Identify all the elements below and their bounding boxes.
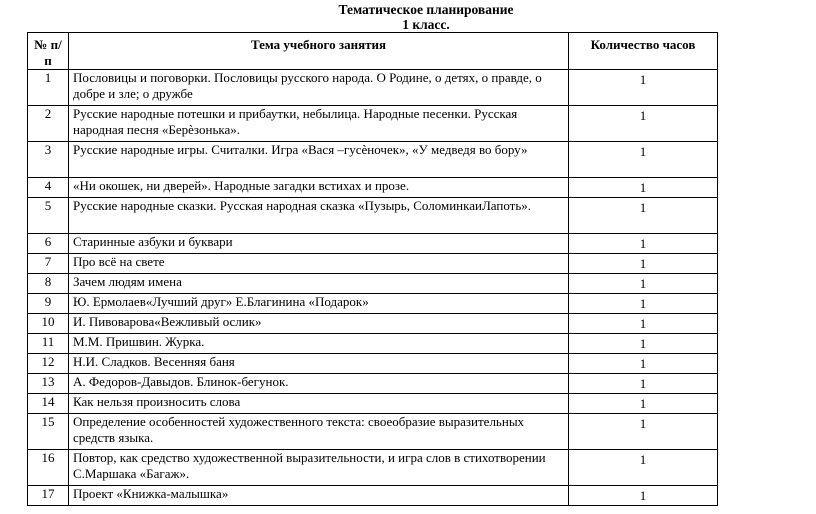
page-subtitle: 1 класс. — [402, 17, 450, 32]
table-row — [28, 354, 718, 374]
row-num: 3 — [28, 142, 69, 178]
row-topic: «Ни окошек, ни дверей». Народные загадки встихах и прозе. — [69, 178, 569, 198]
row-num: 15 — [28, 414, 69, 450]
row-topic: Про всё на свете — [69, 254, 569, 274]
row-hours: 1 — [569, 414, 718, 450]
row-num: 2 — [28, 106, 69, 142]
row-hours: 1 — [569, 70, 718, 106]
column-header-hours: Количество часов — [569, 33, 718, 70]
row-hours: 1 — [569, 254, 718, 274]
table-row — [28, 198, 718, 234]
row-hours: 1 — [569, 354, 718, 374]
row-num: 6 — [28, 234, 69, 254]
table-row — [28, 394, 718, 414]
column-header-num: № п/п — [28, 33, 69, 70]
row-topic: Определение особенностей художественного текста: своеобразие выразительных средств языка. — [69, 414, 569, 450]
table-row — [28, 486, 718, 506]
row-hours: 1 — [569, 198, 718, 234]
row-hours: 1 — [569, 450, 718, 486]
row-topic: Как нельзя произносить слова — [69, 394, 569, 414]
table-row — [28, 414, 718, 450]
table-row — [28, 142, 718, 178]
table-row — [28, 106, 718, 142]
row-topic: Повтор, как средство художественной выразительности, и игра слов в стихотворении С.Маршака «Багаж». — [69, 450, 569, 486]
table-row — [28, 234, 718, 254]
row-hours: 1 — [569, 486, 718, 506]
table-row — [28, 254, 718, 274]
planning-table — [27, 32, 718, 506]
row-topic: Русские народные сказки. Русская народная сказка «Пузырь, СоломинкаиЛапоть». — [69, 198, 569, 234]
row-hours: 1 — [569, 334, 718, 354]
row-topic: И. Пивоварова«Вежливый ослик» — [69, 314, 569, 334]
row-topic: Зачем людям имена — [69, 274, 569, 294]
row-num: 17 — [28, 486, 69, 506]
row-num: 5 — [28, 198, 69, 234]
row-hours: 1 — [569, 274, 718, 294]
column-header-topic: Тема учебного занятия — [69, 33, 569, 70]
table-row — [28, 334, 718, 354]
row-hours: 1 — [569, 394, 718, 414]
row-num: 11 — [28, 334, 69, 354]
row-topic: Русские народные потешки и прибаутки, небылица. Народные песенки. Русская народная песня «Берѐзонька». — [69, 106, 569, 142]
row-num: 12 — [28, 354, 69, 374]
page-title: Тематическое планирование — [338, 2, 514, 17]
table-row — [28, 294, 718, 314]
row-hours: 1 — [569, 294, 718, 314]
table-row — [28, 374, 718, 394]
row-num: 9 — [28, 294, 69, 314]
row-topic: Старинные азбуки и буквари — [69, 234, 569, 254]
row-hours: 1 — [569, 142, 718, 178]
row-topic: Н.И. Сладков. Весенняя баня — [69, 354, 569, 374]
table-row — [28, 450, 718, 486]
row-hours: 1 — [569, 178, 718, 198]
row-topic: Пословицы и поговорки. Пословицы русского народа. О Родине, о детях, о правде, о добре и зле; о дружбе — [69, 70, 569, 106]
row-topic: М.М. Пришвин. Журка. — [69, 334, 569, 354]
row-num: 1 — [28, 70, 69, 106]
row-num: 13 — [28, 374, 69, 394]
row-num: 4 — [28, 178, 69, 198]
table-row — [28, 274, 718, 294]
row-num: 8 — [28, 274, 69, 294]
row-topic: Русские народные игры. Считалки. Игра «Вася –гусѐночек», «У медведя во бору» — [69, 142, 569, 178]
row-num: 7 — [28, 254, 69, 274]
row-num: 16 — [28, 450, 69, 486]
table-row — [28, 314, 718, 334]
row-num: 14 — [28, 394, 69, 414]
table-row — [28, 178, 718, 198]
table-header-row — [28, 33, 718, 70]
row-topic: Проект «Книжка-малышка» — [69, 486, 569, 506]
row-hours: 1 — [569, 314, 718, 334]
row-num: 10 — [28, 314, 69, 334]
row-topic: А. Федоров-Давыдов. Блинок-бегунок. — [69, 374, 569, 394]
row-hours: 1 — [569, 234, 718, 254]
row-topic: Ю. Ермолаев«Лучший друг» Е.Благинина «Подарок» — [69, 294, 569, 314]
table-row — [28, 70, 718, 106]
row-hours: 1 — [569, 374, 718, 394]
row-hours: 1 — [569, 106, 718, 142]
